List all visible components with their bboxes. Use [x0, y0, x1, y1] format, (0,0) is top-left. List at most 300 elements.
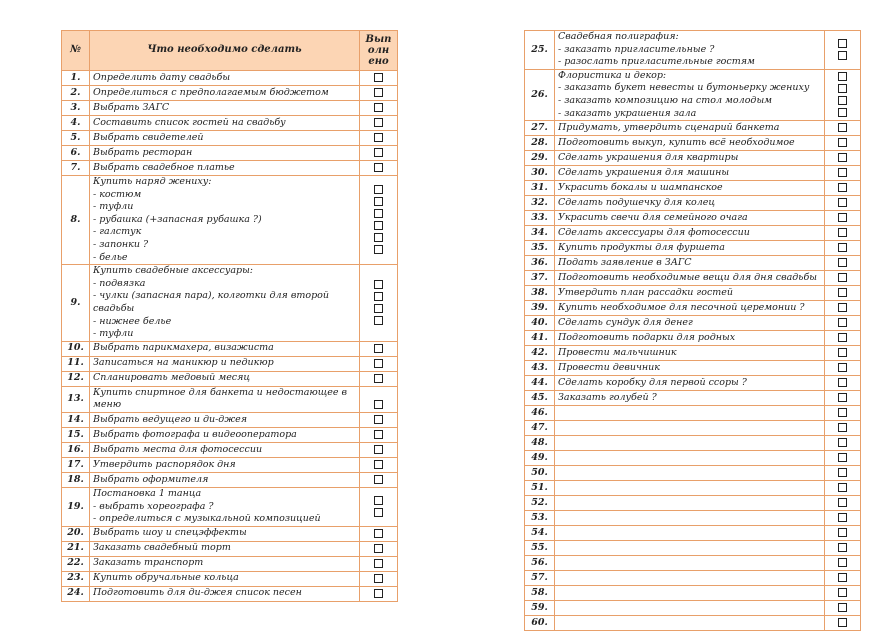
done-checkbox[interactable]: [838, 243, 847, 252]
done-cell: [360, 412, 398, 427]
task-cell: [90, 442, 360, 457]
done-checkbox[interactable]: [838, 348, 847, 357]
done-checkbox[interactable]: [374, 292, 383, 301]
done-checkbox[interactable]: [374, 496, 383, 505]
task-text: Спланировать медовый месяц: [93, 372, 251, 384]
row-number: 19.: [62, 487, 90, 526]
row-number: 47.: [525, 421, 555, 436]
task-text: - чулки (запасная пара), колготки для второй: [93, 290, 330, 302]
done-checkbox[interactable]: [838, 51, 847, 60]
done-checkbox[interactable]: [374, 344, 383, 353]
row-number: 36.: [525, 256, 555, 271]
done-checkbox[interactable]: [838, 513, 847, 522]
done-checkbox[interactable]: [838, 96, 847, 105]
table-row: [62, 71, 398, 86]
task-cell: [90, 356, 360, 371]
table-row: [62, 541, 398, 556]
table-row: [525, 346, 861, 361]
task-text: [558, 512, 821, 525]
done-cell: [825, 316, 861, 331]
done-checkbox[interactable]: [374, 415, 383, 424]
task-cell: [555, 241, 825, 256]
done-checkbox[interactable]: [838, 333, 847, 342]
done-checkbox[interactable]: [838, 438, 847, 447]
done-checkbox[interactable]: [374, 221, 383, 230]
done-checkbox[interactable]: [838, 288, 847, 297]
table-row: [62, 146, 398, 161]
table-row: [525, 406, 861, 421]
done-checkbox[interactable]: [838, 453, 847, 462]
table-row: [525, 241, 861, 256]
table-row: [62, 472, 398, 487]
table-row: [62, 487, 398, 526]
done-checkbox[interactable]: [374, 280, 383, 289]
row-number: 45.: [525, 391, 555, 406]
row-number: 30.: [525, 166, 555, 181]
task-cell: [555, 541, 825, 556]
table-row: [525, 466, 861, 481]
done-checkbox[interactable]: [374, 559, 383, 568]
done-cell: [825, 226, 861, 241]
done-checkbox[interactable]: [838, 198, 847, 207]
task-cell: [555, 301, 825, 316]
task-cell: [555, 616, 825, 631]
done-checkbox[interactable]: [838, 558, 847, 567]
task-text: [558, 467, 821, 480]
task-text: Выбрать шоу и спецэффекты: [93, 527, 247, 539]
task-cell: [90, 556, 360, 571]
table-row: [525, 541, 861, 556]
table-row: [525, 31, 861, 70]
row-number: 22.: [62, 556, 90, 571]
done-checkbox[interactable]: [374, 589, 383, 598]
task-text: Заказать свадебный торт: [93, 542, 231, 554]
table-row: [525, 481, 861, 496]
row-number: 57.: [525, 571, 555, 586]
task-cell: [555, 601, 825, 616]
done-cell: [360, 116, 398, 131]
task-text: Флористика и декор:: [558, 69, 667, 81]
table-row: [525, 286, 861, 301]
done-checkbox[interactable]: [838, 408, 847, 417]
task-text: Провести девичник: [558, 361, 660, 373]
done-checkbox[interactable]: [838, 318, 847, 327]
done-checkbox[interactable]: [838, 588, 847, 597]
done-cell: [825, 69, 861, 120]
done-checkbox[interactable]: [838, 72, 847, 81]
done-checkbox[interactable]: [838, 528, 847, 537]
table-row: [62, 556, 398, 571]
row-number: 15.: [62, 427, 90, 442]
task-text: Купить обручальные кольца: [93, 572, 239, 584]
task-text: [558, 617, 821, 630]
row-number: 17.: [62, 457, 90, 472]
table-row: [62, 161, 398, 176]
done-cell: [825, 406, 861, 421]
done-checkbox[interactable]: [374, 118, 383, 127]
done-checkbox[interactable]: [838, 273, 847, 282]
row-number: 21.: [62, 541, 90, 556]
table-row: [62, 371, 398, 386]
task-text: - выбрать хореографа ?: [93, 500, 214, 512]
done-cell: [825, 151, 861, 166]
done-checkbox[interactable]: [838, 423, 847, 432]
row-number: 8.: [62, 176, 90, 265]
table-row: [62, 265, 398, 342]
table-row: [525, 556, 861, 571]
done-cell: [825, 181, 861, 196]
row-number: 35.: [525, 241, 555, 256]
task-text: [558, 437, 821, 450]
task-text: Выбрать свидетелей: [93, 131, 204, 143]
task-text: - рубашка (+запасная рубашка ?): [93, 213, 262, 225]
table-row: [62, 176, 398, 265]
done-checkbox[interactable]: [374, 163, 383, 172]
task-cell: [90, 131, 360, 146]
table-row: [62, 131, 398, 146]
done-checkbox[interactable]: [838, 378, 847, 387]
task-cell: [90, 71, 360, 86]
done-checkbox[interactable]: [374, 359, 383, 368]
table-row: [525, 601, 861, 616]
done-cell: [825, 196, 861, 211]
done-cell: [360, 427, 398, 442]
task-cell: [555, 271, 825, 286]
task-text: - подвязка: [93, 277, 146, 289]
done-checkbox[interactable]: [838, 258, 847, 267]
task-cell: [555, 31, 825, 70]
done-checkbox[interactable]: [374, 73, 383, 82]
done-checkbox[interactable]: [838, 39, 847, 48]
task-cell: [555, 556, 825, 571]
table-row: [62, 571, 398, 586]
task-cell: [555, 481, 825, 496]
task-text: Выбрать ведущего и ди-джея: [93, 413, 248, 425]
row-number: 43.: [525, 361, 555, 376]
done-checkbox[interactable]: [374, 316, 383, 325]
task-text: Записаться на маникюр и педикюр: [93, 357, 274, 369]
done-checkbox[interactable]: [838, 168, 847, 177]
table-row: [62, 442, 398, 457]
task-text: Выбрать ресторан: [93, 146, 193, 158]
task-text: Подготовить выкуп, купить всё необходимое: [558, 136, 795, 148]
done-checkbox[interactable]: [374, 508, 383, 517]
done-checkbox[interactable]: [838, 618, 847, 627]
task-cell: [90, 86, 360, 101]
done-cell: [825, 391, 861, 406]
task-cell: [90, 541, 360, 556]
done-cell: [360, 176, 398, 265]
table-row: [62, 412, 398, 427]
done-checkbox[interactable]: [374, 209, 383, 218]
row-number: 31.: [525, 181, 555, 196]
table-row: [62, 86, 398, 101]
task-cell: [555, 196, 825, 211]
task-text: Выбрать фотографа и видеооператора: [93, 428, 297, 440]
done-checkbox[interactable]: [838, 123, 847, 132]
task-text: Выбрать свадебное платье: [93, 161, 235, 173]
row-number: 60.: [525, 616, 555, 631]
done-cell: [825, 481, 861, 496]
row-number: 48.: [525, 436, 555, 451]
task-text: Придумать, утвердить сценарий банкета: [558, 121, 780, 133]
done-cell: [825, 526, 861, 541]
done-checkbox[interactable]: [838, 603, 847, 612]
done-cell: [360, 101, 398, 116]
task-cell: [555, 406, 825, 421]
done-checkbox[interactable]: [374, 233, 383, 242]
done-cell: [825, 286, 861, 301]
task-cell: [90, 571, 360, 586]
task-text: [558, 542, 821, 555]
task-text: свадьбы: [93, 302, 135, 314]
task-text: Выбрать оформителя: [93, 473, 209, 485]
task-cell: [90, 176, 360, 265]
done-checkbox[interactable]: [838, 84, 847, 93]
row-number: 13.: [62, 386, 90, 412]
task-cell: [555, 256, 825, 271]
done-checkbox[interactable]: [374, 430, 383, 439]
task-cell: [555, 346, 825, 361]
task-text: - определиться с музыкальной композицией: [93, 513, 321, 525]
done-checkbox[interactable]: [374, 544, 383, 553]
done-cell: [360, 526, 398, 541]
task-cell: [555, 69, 825, 120]
done-checkbox[interactable]: [838, 573, 847, 582]
task-text: Сделать сундук для денег: [558, 316, 693, 328]
task-text: - галстук: [93, 226, 142, 238]
task-cell: [555, 331, 825, 346]
task-cell: [555, 586, 825, 601]
table-row: [62, 101, 398, 116]
done-checkbox[interactable]: [374, 374, 383, 383]
task-cell: [90, 386, 360, 412]
table-row: [525, 361, 861, 376]
done-cell: [825, 136, 861, 151]
task-cell: [555, 451, 825, 466]
table-row: [525, 211, 861, 226]
done-cell: [825, 241, 861, 256]
task-cell: [555, 121, 825, 136]
task-text: [558, 482, 821, 495]
task-text: Определить дату свадьбы: [93, 71, 231, 83]
done-cell: [360, 386, 398, 412]
task-cell: [555, 211, 825, 226]
table-row: [525, 616, 861, 631]
row-number: 34.: [525, 226, 555, 241]
table-row: [525, 451, 861, 466]
table-row: [525, 316, 861, 331]
task-text: Сделать коробку для первой ссоры ?: [558, 376, 747, 388]
task-text: - разослать пригласительные гостям: [558, 56, 755, 68]
table-row: [525, 421, 861, 436]
task-text: Утвердить план рассадки гостей: [558, 286, 734, 298]
task-text: [558, 527, 821, 540]
done-checkbox[interactable]: [838, 303, 847, 312]
row-number: 27.: [525, 121, 555, 136]
task-cell: [555, 316, 825, 331]
task-text: Подготовить подарки для родных: [558, 331, 736, 343]
task-cell: [90, 146, 360, 161]
row-number: 28.: [525, 136, 555, 151]
row-number: 39.: [525, 301, 555, 316]
row-number: 49.: [525, 451, 555, 466]
task-text: Купить необходимое для песочной церемонии ?: [558, 301, 805, 313]
done-checkbox[interactable]: [374, 103, 383, 112]
done-cell: [360, 71, 398, 86]
row-number: 46.: [525, 406, 555, 421]
done-cell: [360, 586, 398, 601]
row-number: 40.: [525, 316, 555, 331]
table-row: [62, 341, 398, 356]
done-cell: [360, 556, 398, 571]
row-number: 4.: [62, 116, 90, 131]
done-cell: [825, 421, 861, 436]
done-checkbox[interactable]: [838, 108, 847, 117]
done-cell: [825, 331, 861, 346]
task-cell: [90, 116, 360, 131]
done-cell: [360, 457, 398, 472]
task-cell: [555, 421, 825, 436]
row-number: 54.: [525, 526, 555, 541]
done-cell: [360, 371, 398, 386]
row-number: 42.: [525, 346, 555, 361]
row-number: 1.: [62, 71, 90, 86]
task-cell: [90, 371, 360, 386]
done-checkbox[interactable]: [838, 483, 847, 492]
task-text: - костюм: [93, 188, 142, 200]
header-task: Что необходимо сделать: [90, 31, 360, 71]
task-text: [558, 602, 821, 615]
row-number: 26.: [525, 69, 555, 120]
checklist-table-left: [61, 30, 398, 602]
table-row: [525, 226, 861, 241]
row-number: 9.: [62, 265, 90, 342]
task-text: [558, 452, 821, 465]
table-row: [525, 151, 861, 166]
task-cell: [555, 436, 825, 451]
done-checkbox[interactable]: [838, 363, 847, 372]
task-cell: [555, 526, 825, 541]
task-text: [558, 572, 821, 585]
task-text: Украсить свечи для семейного очага: [558, 211, 748, 223]
done-checkbox[interactable]: [838, 153, 847, 162]
task-cell: [90, 586, 360, 601]
done-checkbox[interactable]: [838, 468, 847, 477]
row-number: 52.: [525, 496, 555, 511]
task-text: - заказать украшения зала: [558, 107, 697, 119]
done-checkbox[interactable]: [374, 304, 383, 313]
task-text: - заказать пригласительные ?: [558, 43, 715, 55]
task-cell: [90, 341, 360, 356]
done-checkbox[interactable]: [374, 445, 383, 454]
row-number: 29.: [525, 151, 555, 166]
task-text: [558, 557, 821, 570]
done-checkbox[interactable]: [374, 245, 383, 254]
table-header: [62, 31, 398, 71]
row-number: 51.: [525, 481, 555, 496]
row-number: 2.: [62, 86, 90, 101]
task-text: [558, 422, 821, 435]
task-text: Заказать транспорт: [93, 557, 204, 569]
table-row: [525, 496, 861, 511]
row-number: 44.: [525, 376, 555, 391]
done-checkbox[interactable]: [838, 228, 847, 237]
row-number: 55.: [525, 541, 555, 556]
task-cell: [555, 376, 825, 391]
row-number: 5.: [62, 131, 90, 146]
row-number: 7.: [62, 161, 90, 176]
done-checkbox[interactable]: [374, 400, 383, 409]
table-row: [525, 571, 861, 586]
row-number: 14.: [62, 412, 90, 427]
table-row: [525, 436, 861, 451]
row-number: 50.: [525, 466, 555, 481]
task-text: Свадебная полиграфия:: [558, 31, 679, 42]
row-number: 38.: [525, 286, 555, 301]
row-number: 12.: [62, 371, 90, 386]
table-row: [525, 526, 861, 541]
done-checkbox[interactable]: [374, 475, 383, 484]
done-checkbox[interactable]: [838, 138, 847, 147]
task-text: Составить список гостей на свадьбу: [93, 116, 286, 128]
task-text: Определиться с предполагаемым бюджетом: [93, 86, 329, 98]
task-text: Украсить бокалы и шампанское: [558, 181, 723, 193]
task-text: Подготовить необходимые вещи для дня свадьбы: [558, 271, 818, 283]
row-number: 33.: [525, 211, 555, 226]
task-text: Купить наряд жениху:: [93, 176, 212, 187]
task-text: - запонки ?: [93, 238, 149, 250]
done-checkbox[interactable]: [838, 213, 847, 222]
table-row: [62, 457, 398, 472]
task-text: Сделать украшения для машины: [558, 166, 730, 178]
table-row: [525, 69, 861, 120]
done-cell: [360, 341, 398, 356]
done-checkbox[interactable]: [374, 574, 383, 583]
done-cell: [825, 541, 861, 556]
done-checkbox[interactable]: [374, 148, 383, 157]
done-cell: [825, 451, 861, 466]
done-checkbox[interactable]: [838, 393, 847, 402]
done-checkbox[interactable]: [838, 183, 847, 192]
done-checkbox[interactable]: [374, 529, 383, 538]
row-number: 16.: [62, 442, 90, 457]
done-checkbox[interactable]: [374, 88, 383, 97]
task-text: Подготовить для ди-джея список песен: [93, 587, 302, 599]
done-checkbox[interactable]: [374, 133, 383, 142]
table-row: [525, 511, 861, 526]
checklist-table-right: [524, 30, 861, 631]
done-checkbox[interactable]: [374, 197, 383, 206]
row-number: 6.: [62, 146, 90, 161]
done-checkbox[interactable]: [374, 185, 383, 194]
header-done: Вып олн ено: [360, 31, 398, 71]
done-checkbox[interactable]: [838, 498, 847, 507]
task-cell: [555, 181, 825, 196]
header-number: №: [62, 31, 90, 71]
task-text: - туфли: [93, 201, 134, 213]
row-number: 37.: [525, 271, 555, 286]
done-checkbox[interactable]: [374, 460, 383, 469]
table-row: [525, 121, 861, 136]
done-checkbox[interactable]: [838, 543, 847, 552]
task-text: Утвердить распорядок дня: [93, 458, 236, 470]
done-cell: [825, 211, 861, 226]
task-cell: [555, 166, 825, 181]
task-text: Купить свадебные аксессуары:: [93, 265, 254, 277]
table-row: [525, 256, 861, 271]
task-cell: [90, 161, 360, 176]
